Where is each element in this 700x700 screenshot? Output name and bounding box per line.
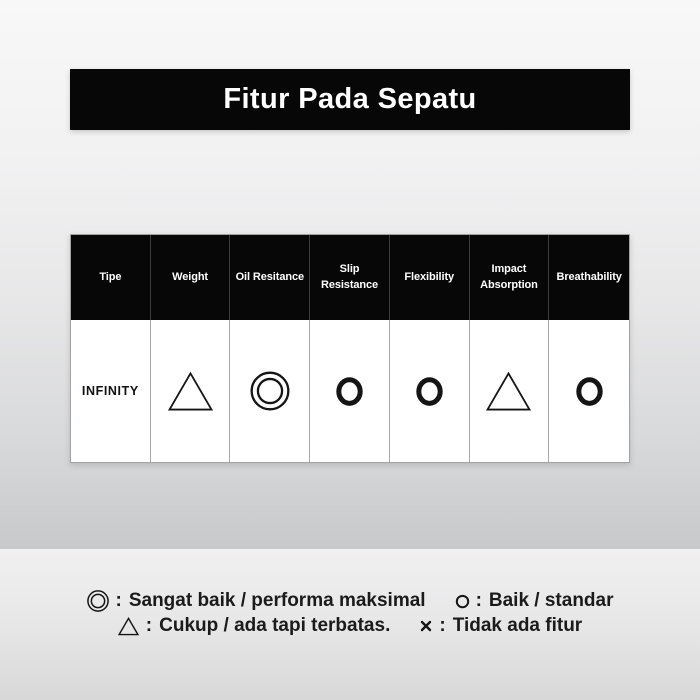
symbol-legend [0,590,700,637]
column-header-oil-resistance: Oil Resitance [230,235,310,320]
triangle-icon [118,617,139,636]
column-header-impact-absorption: Impact Absorption [470,235,550,320]
column-header-tipe: Tipe [71,235,151,320]
legend-row-2 [118,615,582,637]
legend-separator: : [115,590,122,611]
table-cell-slip-resistance [310,320,390,462]
column-header-flexibility: Flexibility [390,235,470,320]
table-column-flexibility [390,235,470,462]
circle-icon [456,595,469,608]
table-cell-breathability [549,320,629,462]
table-cell-weight [151,320,231,462]
column-header-weight: Weight [151,235,231,320]
page-title: Fitur Pada Sepatu [223,83,477,115]
title-banner [70,69,630,130]
legend-item-cukup [118,615,391,637]
legend-separator: : [145,615,153,636]
double-circle-icon [250,371,290,411]
table-cell-tipe [71,320,151,462]
shoe-type-label: INFINITY [81,384,139,399]
circle-icon [416,377,443,406]
cross-icon [420,620,432,632]
legend-item-baik [456,590,614,612]
table-cell-oil-resistance [230,320,310,462]
feature-table [70,234,630,463]
table-column-impact-absorption [470,235,550,462]
legend-label: Baik / standar [488,590,614,611]
table-column-weight [151,235,231,462]
legend-label: Sangat baik / performa maksimal [128,590,426,611]
legend-label: Cukup / ada tapi terbatas. [159,615,391,636]
legend-separator: : [439,615,446,636]
table-column-breathability [549,235,629,462]
legend-row-1 [87,590,614,612]
table-cell-impact-absorption [470,320,550,462]
legend-item-tidak-ada [420,615,582,637]
legend-label: Tidak ada fitur [452,615,583,636]
table-column-tipe [71,235,151,462]
double-circle-icon [87,590,109,612]
table-column-slip-resistance [310,235,390,462]
circle-icon [576,377,603,406]
table-cell-flexibility [390,320,470,462]
legend-separator: : [475,590,482,611]
table-column-oil-resistance [230,235,310,462]
column-header-slip-resistance: Slip Resistance [310,235,390,320]
column-header-breathability: Breathability [549,235,629,320]
triangle-icon [167,371,214,412]
triangle-icon [485,371,532,412]
circle-icon [336,377,363,406]
legend-item-sangat-baik [87,590,426,612]
